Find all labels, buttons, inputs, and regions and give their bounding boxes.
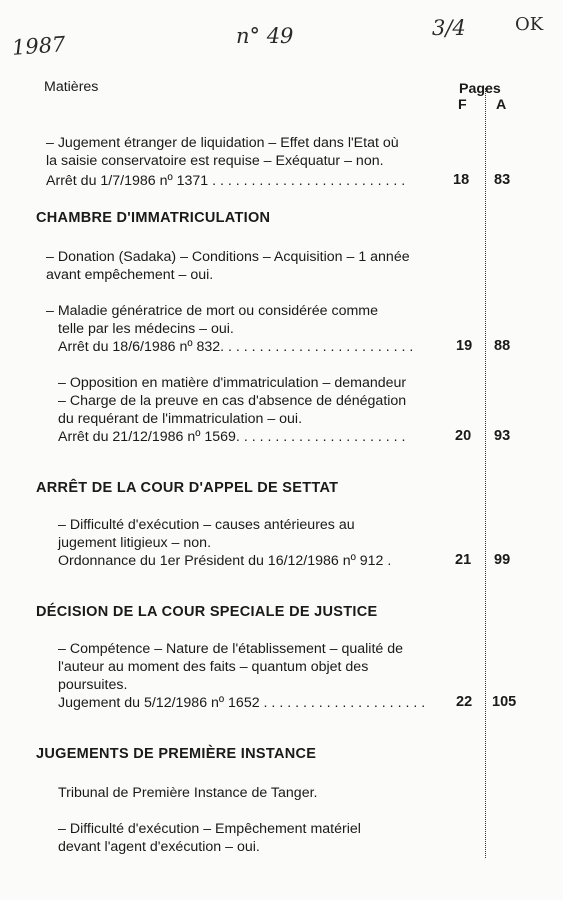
handwritten-ok: OK <box>515 14 544 35</box>
entry-1-line-1: – Jugement étranger de liquidation – Effet dans l'Etat où <box>46 135 399 151</box>
entry-5-page-f: 21 <box>455 552 472 568</box>
column-a-header: A <box>496 97 507 113</box>
entry-5-line-2: jugement litigieux – non. <box>58 535 212 551</box>
section-heading-4: JUGEMENTS DE PREMIÈRE INSTANCE <box>36 746 317 762</box>
entry-7-line-2: devant l'agent d'exécution – oui. <box>58 839 260 855</box>
entry-1-page-f: 18 <box>453 172 470 188</box>
entry-3-page-a: 88 <box>494 338 511 354</box>
entry-2-line-1: – Donation (Sadaka) – Conditions – Acquisition – 1 année <box>46 249 410 265</box>
entry-3-page-f: 19 <box>456 338 473 354</box>
entry-7-line-1: – Difficulté d'exécution – Empêchement matériel <box>58 821 361 837</box>
entry-4-page-a: 93 <box>494 428 511 444</box>
entry-4-line-2: – Charge de la preuve en cas d'absence de dénégation <box>58 393 407 409</box>
entry-6-line-4: Jugement du 5/12/1986 nº 1652 . . . . . . . . . . . . . . . . . . . . . <box>58 695 426 711</box>
entry-3-line-1: – Maladie génératrice de mort ou considérée comme <box>46 303 378 319</box>
entry-5-line-3: Ordonnance du 1er Président du 16/12/1986 nº 912 . <box>58 553 392 569</box>
entry-4-page-f: 20 <box>455 428 472 444</box>
entry-1-line-3: Arrêt du 1/7/1986 nº 1371 . . . . . . . . . . . . . . . . . . . . . . . . . <box>46 173 406 189</box>
entry-6-page-a: 105 <box>492 694 517 710</box>
entry-5-page-a: 99 <box>494 552 511 568</box>
entry-3-line-3: Arrêt du 18/6/1986 nº 832. . . . . . . . . . . . . . . . . . . . . . . . . <box>58 339 414 355</box>
entry-3-line-2: telle par les médecins – oui. <box>58 321 234 337</box>
entry-2-line-2: avant empêchement – oui. <box>46 267 214 283</box>
entry-6-line-2: l'auteur au moment des faits – quantum objet des <box>58 659 369 675</box>
entry-6-page-f: 22 <box>456 694 473 710</box>
entry-4-line-3: du requérant de l'immatriculation – oui. <box>58 411 303 427</box>
pages-header: Pages <box>459 81 501 97</box>
tribunal-line: Tribunal de Première Instance de Tanger. <box>58 785 318 801</box>
matieres-header: Matières <box>44 79 99 95</box>
entry-5-line-1: – Difficulté d'exécution – causes antérieures au <box>58 517 355 533</box>
section-heading-3: DÉCISION DE LA COUR SPECIALE DE JUSTICE <box>36 604 378 620</box>
column-f-header: F <box>458 97 467 113</box>
entry-4-line-1: – Opposition en matière d'immatriculation – demandeur <box>58 375 407 391</box>
column-divider <box>485 88 486 858</box>
entry-6-line-3: poursuites. <box>58 677 128 693</box>
entry-6-line-1: – Compétence – Nature de l'établissement – qualité de <box>58 641 403 657</box>
handwritten-fraction: 3/4 <box>432 16 466 40</box>
entry-4-line-4: Arrêt du 21/12/1986 nº 1569. . . . . . . . . . . . . . . . . . . . . . <box>58 429 406 445</box>
entry-1-page-a: 83 <box>494 172 511 188</box>
handwritten-number: n° 49 <box>236 24 294 48</box>
section-heading-1: CHAMBRE D'IMMATRICULATION <box>36 210 271 226</box>
section-heading-2: ARRÊT DE LA COUR D'APPEL DE SETTAT <box>36 480 339 496</box>
entry-1-line-2: la saisie conservatoire est requise – Exéquatur – non. <box>46 153 384 169</box>
handwritten-year: 1987 <box>11 32 67 60</box>
